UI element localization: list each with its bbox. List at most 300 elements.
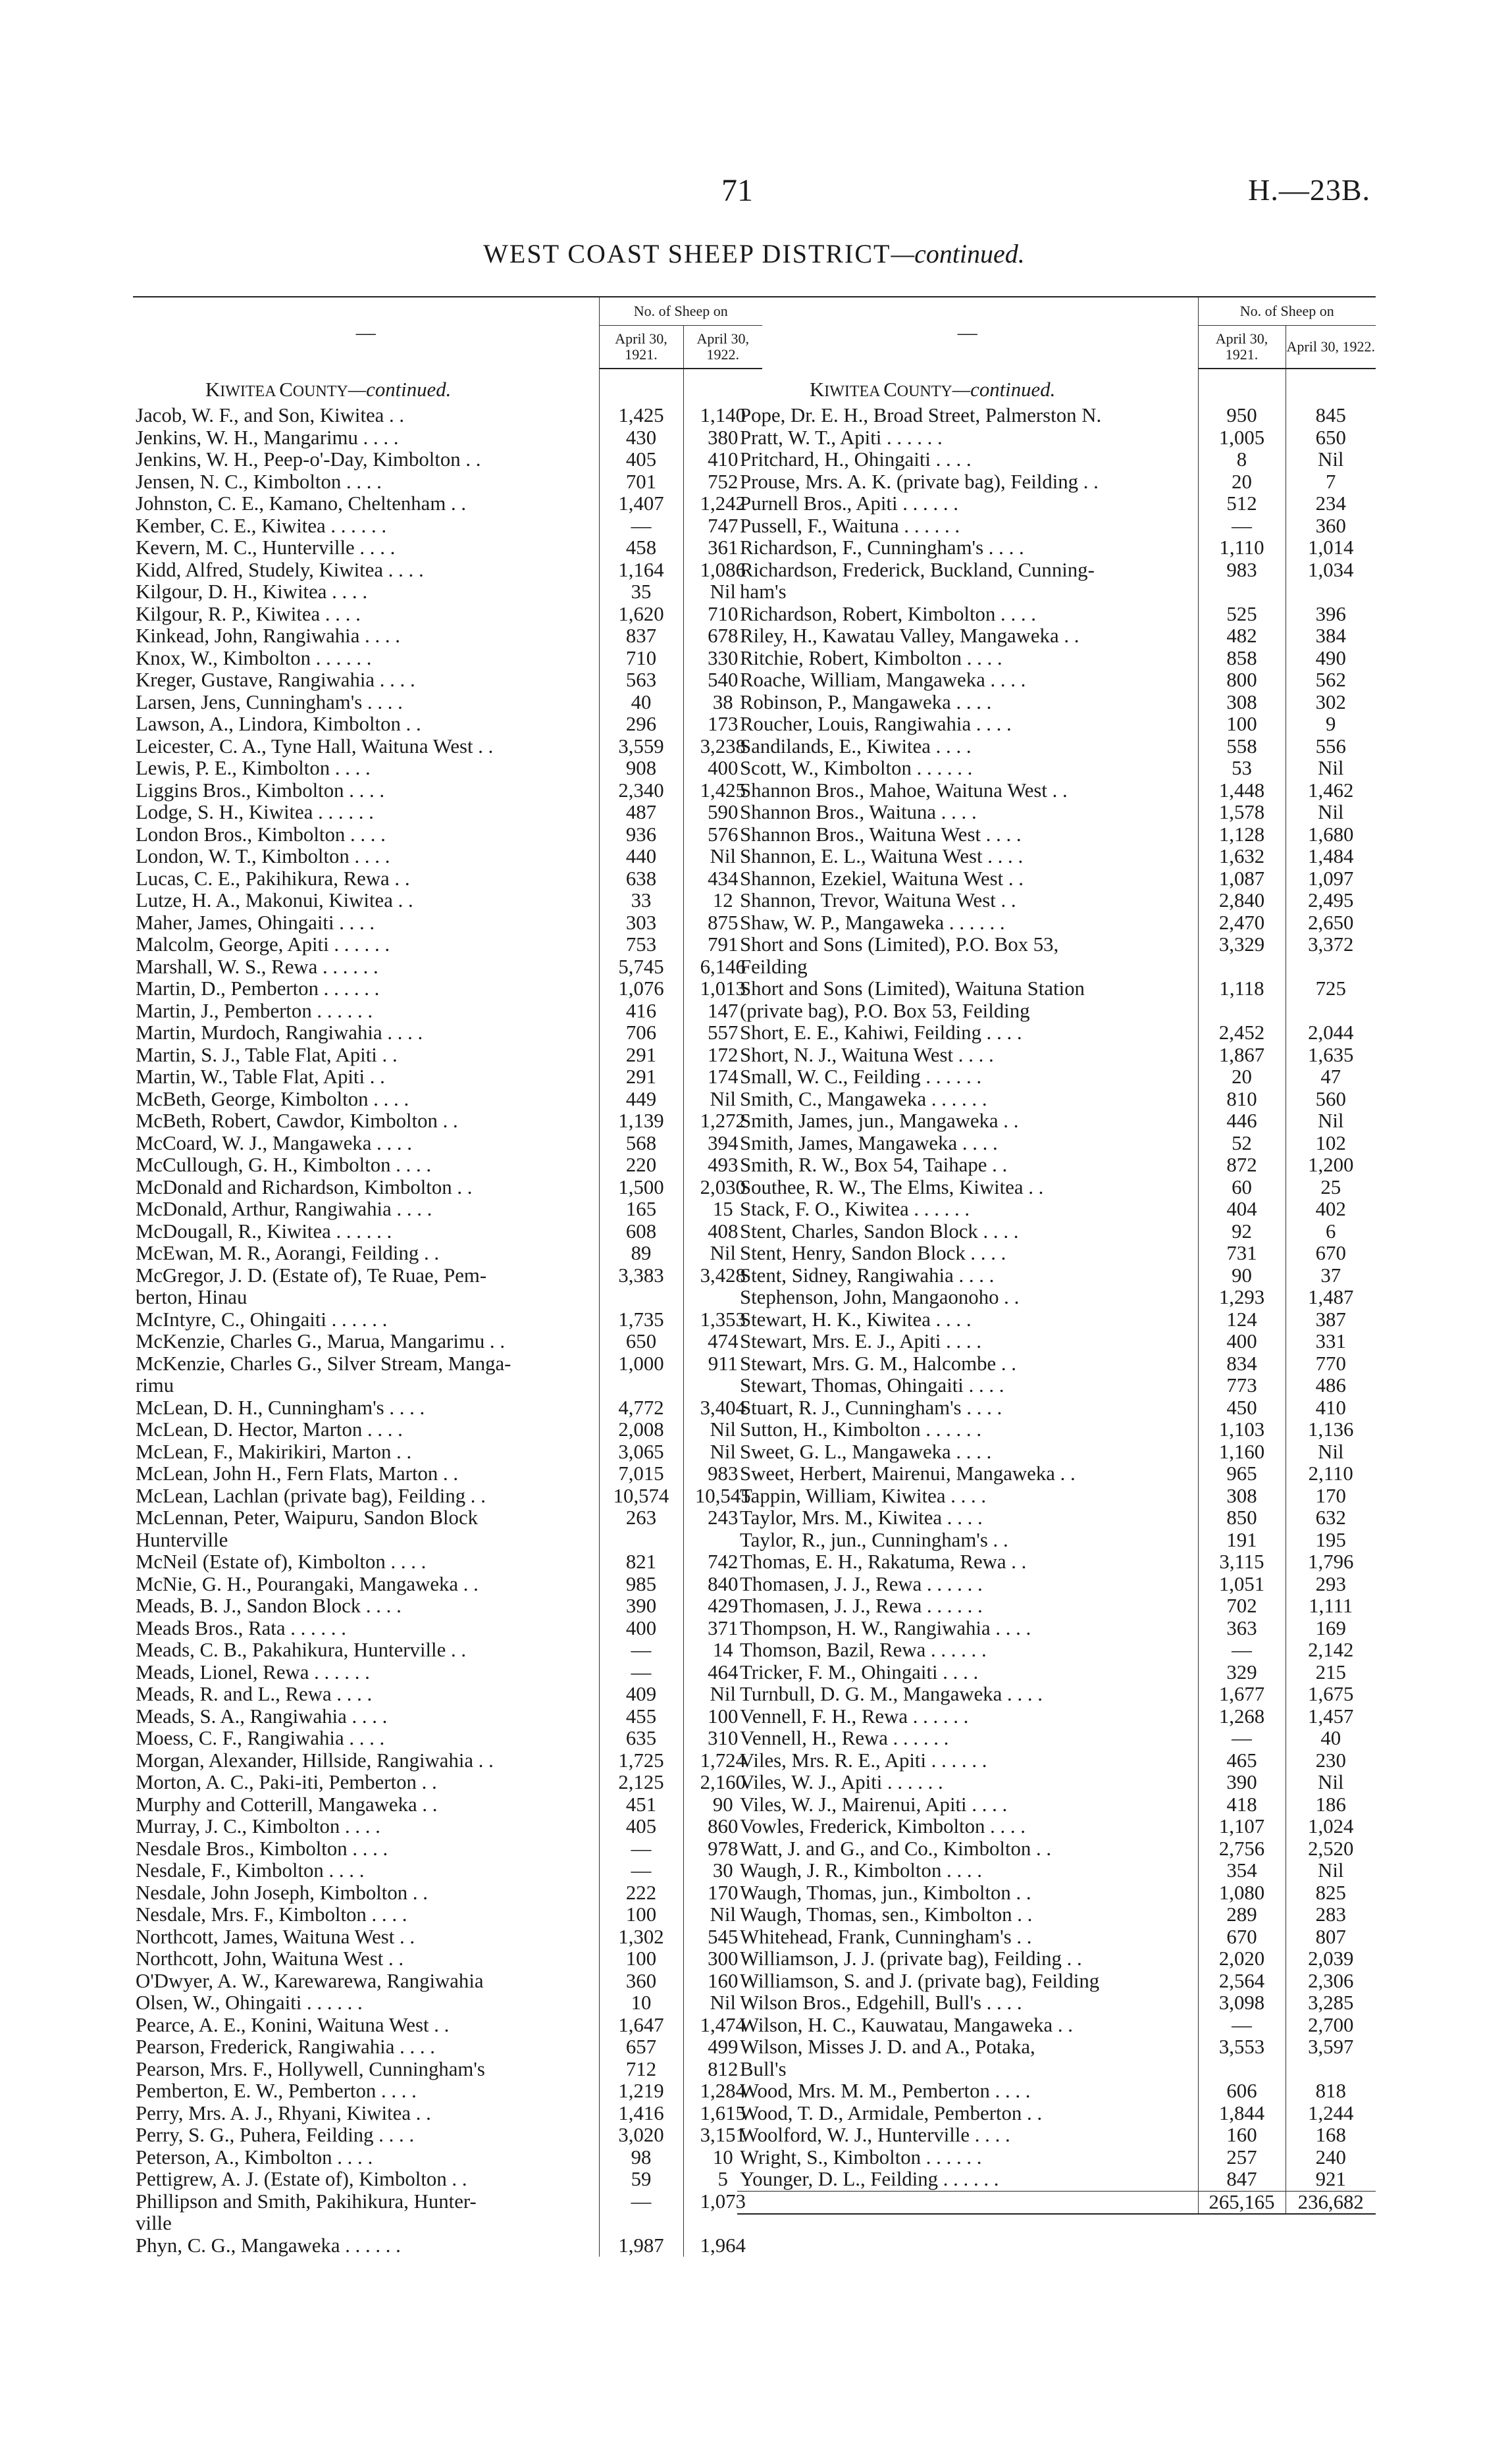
- sheep-1921-cell: 1,103: [1198, 1419, 1286, 1441]
- owner-cell: Stewart, Mrs. E. J., Apiti . . . .: [740, 1331, 981, 1352]
- table-row: [133, 1089, 762, 1111]
- table-row: [133, 581, 762, 603]
- owner-cell: Whitehead, Frank, Cunningham's . .: [740, 1926, 1032, 1948]
- sheep-1922-cell: 410: [1286, 1397, 1376, 1420]
- name-header-dash: —: [957, 322, 977, 344]
- owner-cell: Kidd, Alfred, Studely, Kiwitea . . . .: [136, 559, 424, 581]
- sheep-1922-cell: 1,272: [683, 1110, 762, 1133]
- owner-cell: Small, W. C., Feilding . . . . . .: [740, 1066, 982, 1088]
- table-row: [737, 846, 1376, 868]
- table-row: [133, 890, 762, 912]
- owner-cell: Short, N. J., Waituna West . . . .: [740, 1044, 994, 1066]
- sheep-1921-cell: 810: [1198, 1089, 1286, 1111]
- table-row: [133, 1772, 762, 1794]
- section-heading-b: IWITEA: [824, 383, 884, 400]
- table-row: [737, 1066, 1376, 1089]
- table-row: [133, 515, 762, 538]
- table-row: [737, 824, 1376, 846]
- table-row: [737, 978, 1376, 1000]
- owner-cell: Pearson, Mrs. F., Hollywell, Cunningham's: [136, 2058, 485, 2080]
- sheep-1921-cell: 2,008: [599, 1419, 683, 1441]
- sheep-1922-cell: 807: [1286, 1926, 1376, 1949]
- sheep-1922-cell: 818: [1286, 2080, 1376, 2103]
- owner-cell: Smith, C., Mangaweka . . . . . .: [740, 1088, 987, 1110]
- sheep-1922-cell: 1,615: [683, 2103, 762, 2125]
- owner-cell: Riley, H., Kawatau Valley, Mangaweka . .: [740, 625, 1079, 647]
- section-heading-row: [737, 369, 1376, 405]
- sheep-1921-cell: [599, 1529, 683, 1552]
- table-row: [133, 1860, 762, 1882]
- sheep-1921-cell: 1,407: [599, 493, 683, 515]
- sheep-1921-cell: 2,020: [1198, 1948, 1286, 1970]
- sheep-1921-cell: 5,745: [599, 956, 683, 979]
- sheep-1922-cell: 384: [1286, 625, 1376, 648]
- table-row: [737, 2059, 1376, 2081]
- sheep-table-right: [737, 296, 1376, 2215]
- owner-cell: Shannon, E. L., Waituna West . . . .: [740, 846, 1024, 867]
- owner-cell: Lodge, S. H., Kiwitea . . . . . .: [136, 802, 374, 823]
- owner-cell: Vennell, H., Rewa . . . . . .: [740, 1728, 949, 1749]
- sheep-1921-cell: —: [1198, 1639, 1286, 1662]
- sheep-1921-cell: 858: [1198, 648, 1286, 670]
- total-1921-cell: 265,165: [1198, 2191, 1286, 2214]
- owner-cell: Meads Bros., Rata . . . . . .: [136, 1617, 346, 1639]
- sheep-1921-cell: 35: [599, 581, 683, 603]
- table-row: [133, 1574, 762, 1596]
- sheep-1922-cell: 1,034: [1286, 559, 1376, 582]
- sheep-1922-cell: 2,306: [1286, 1970, 1376, 1993]
- sheep-1922-cell: 10: [683, 2147, 762, 2169]
- sheep-1921-cell: —: [599, 2191, 683, 2213]
- sheep-1922-cell: 921: [1286, 2169, 1376, 2191]
- sheep-1921-cell: 60: [1198, 1177, 1286, 1199]
- sheep-1921-cell: 1,110: [1198, 537, 1286, 559]
- section-blank: [1198, 369, 1286, 405]
- sheep-1922-cell: 747: [683, 515, 762, 538]
- table-row: [133, 1794, 762, 1816]
- table-row: [133, 956, 762, 979]
- owner-cell: O'Dwyer, A. W., Karewarewa, Rangiwahia: [136, 1970, 484, 1992]
- sheep-1921-cell: 3,020: [599, 2124, 683, 2147]
- sheep-1921-cell: 731: [1198, 1243, 1286, 1265]
- owner-cell: Thomson, Bazil, Rewa . . . . . .: [740, 1639, 987, 1661]
- sheep-1922-cell: 632: [1286, 1507, 1376, 1529]
- sheep-1921-cell: 59: [599, 2169, 683, 2191]
- table-row: [737, 1022, 1376, 1044]
- sheep-1922-cell: 576: [683, 824, 762, 846]
- sheep-1922-cell: 9: [1286, 713, 1376, 736]
- sheep-1921-cell: 1,128: [1198, 824, 1286, 846]
- table-row: [737, 1926, 1376, 1949]
- sheep-1921-cell: —: [599, 1662, 683, 1684]
- owner-cell: Richardson, Robert, Kimbolton . . . .: [740, 603, 1036, 625]
- table-row: [737, 1044, 1376, 1067]
- sheep-1921-cell: 701: [599, 471, 683, 494]
- table-row: [737, 1574, 1376, 1596]
- sheep-1922-cell: 556: [1286, 736, 1376, 758]
- sheep-1922-cell: 562: [1286, 669, 1376, 692]
- sheep-1921-cell: 3,115: [1198, 1551, 1286, 1574]
- sheep-1922-cell: 2,110: [1286, 1463, 1376, 1485]
- sheep-1921-cell: 512: [1198, 493, 1286, 515]
- owner-cell: Williamson, J. J. (private bag), Feilding . .: [740, 1948, 1082, 1970]
- table-row: [133, 934, 762, 956]
- owner-cell: berton, Hinau: [136, 1287, 247, 1308]
- owner-cell: Pearce, A. E., Konini, Waituna West . .: [136, 2014, 450, 2036]
- owner-cell: Short, E. E., Kahiwi, Feilding . . . .: [740, 1022, 1022, 1044]
- sheep-1922-cell: 243: [683, 1507, 762, 1529]
- sheep-1921-cell: 165: [599, 1198, 683, 1221]
- table-row: [133, 1838, 762, 1861]
- table-row: [133, 802, 762, 824]
- sheep-1922-cell: 3,151: [683, 2124, 762, 2147]
- sheep-1921-cell: 400: [1198, 1331, 1286, 1353]
- table-row: [133, 1639, 762, 1662]
- owner-cell: Meads, S. A., Rangiwahia . . . .: [136, 1705, 388, 1728]
- table-row: [133, 824, 762, 846]
- name-header: [133, 297, 599, 369]
- sheep-1921-cell: 638: [599, 868, 683, 890]
- sheep-1921-cell: 2,564: [1198, 1970, 1286, 1993]
- sheep-1922-cell: 5: [683, 2169, 762, 2191]
- table-row: [737, 1309, 1376, 1331]
- sheep-1922-cell: 1,200: [1286, 1154, 1376, 1177]
- sheep-1922-cell: 331: [1286, 1331, 1376, 1353]
- table-row: [133, 1926, 762, 1949]
- sheep-1921-cell: 773: [1198, 1375, 1286, 1397]
- name-header: [737, 297, 1198, 369]
- table-row: [133, 603, 762, 626]
- sheep-1922-cell: 170: [1286, 1485, 1376, 1508]
- sheep-1921-cell: 20: [1198, 1066, 1286, 1089]
- table-row: [133, 1463, 762, 1485]
- sheep-1922-cell: 47: [1286, 1066, 1376, 1089]
- table-row: [737, 1948, 1376, 1970]
- sheep-1922-cell: 302: [1286, 692, 1376, 714]
- sheep-1922-cell: 37: [1286, 1265, 1376, 1287]
- owner-cell: Kilgour, D. H., Kiwitea . . . .: [136, 581, 368, 603]
- sheep-1922-cell: 860: [683, 1816, 762, 1838]
- sheep-1921-cell: 124: [1198, 1309, 1286, 1331]
- owner-cell: Lewis, P. E., Kimbolton . . . .: [136, 757, 371, 779]
- table-row: [737, 1221, 1376, 1243]
- sheep-1921-cell: 1,160: [1198, 1441, 1286, 1464]
- sheep-1922-cell: 3,404: [683, 1397, 762, 1420]
- sheep-1922-cell: 3,597: [1286, 2036, 1376, 2059]
- owner-cell: Jenkins, W. H., Peep-o'-Day, Kimbolton . .: [136, 449, 481, 471]
- sheep-1921-cell: 1,293: [1198, 1287, 1286, 1309]
- sheep-1921-cell: 1,268: [1198, 1706, 1286, 1728]
- sheep-1921-cell: [1198, 581, 1286, 603]
- sheep-1922-cell: 493: [683, 1154, 762, 1177]
- owner-cell: Kilgour, R. P., Kiwitea . . . .: [136, 603, 361, 625]
- sheep-1922-cell: 670: [1286, 1243, 1376, 1265]
- sheep-1922-cell: [1286, 581, 1376, 603]
- table-row: [133, 1662, 762, 1684]
- table-row: [133, 1816, 762, 1838]
- table-row: [133, 1992, 762, 2015]
- sheep-1921-cell: 296: [599, 713, 683, 736]
- sheep-1921-cell: —: [599, 1639, 683, 1662]
- owner-cell: Murphy and Cotterill, Mangaweka . .: [136, 1793, 438, 1816]
- owner-cell: McKenzie, Charles G., Silver Stream, Manga-: [136, 1352, 511, 1375]
- section-heading-b: IWITEA: [220, 383, 280, 400]
- owner-cell: Wilson, H. C., Kauwatau, Mangaweka . .: [740, 2014, 1073, 2036]
- owner-cell: Waugh, Thomas, sen., Kimbolton . .: [740, 1904, 1033, 1926]
- owner-cell: Turnbull, D. G. M., Mangaweka . . . .: [740, 1683, 1043, 1705]
- table-row: [133, 1221, 762, 1243]
- sheep-1922-cell: 2,495: [1286, 890, 1376, 912]
- owner-cell: Shaw, W. P., Mangaweka . . . . . .: [740, 911, 1005, 934]
- total-1922-cell: 236,682: [1286, 2191, 1376, 2214]
- sheep-1922-cell: 380: [683, 427, 762, 449]
- sheep-1922-cell: 1,425: [683, 780, 762, 802]
- sheep-1921-cell: 710: [599, 648, 683, 670]
- table-row: [133, 2147, 762, 2169]
- owner-cell: Short and Sons (Limited), Waituna Station: [740, 978, 1085, 1000]
- sheep-1921-cell: 850: [1198, 1507, 1286, 1529]
- owner-cell: McLean, John H., Fern Flats, Marton . .: [136, 1463, 459, 1485]
- table-row: [133, 1198, 762, 1221]
- table-row: [133, 1331, 762, 1353]
- sheep-1922-cell: 186: [1286, 1794, 1376, 1816]
- sheep-1922-cell: 1,244: [1286, 2103, 1376, 2125]
- owner-cell: Hunterville: [136, 1529, 228, 1551]
- sheep-1921-cell: 455: [599, 1706, 683, 1728]
- table-row: [737, 1618, 1376, 1640]
- owner-cell: Maher, James, Ohingaiti . . . .: [136, 911, 375, 934]
- table-row: [737, 1507, 1376, 1529]
- owner-cell: Jacob, W. F., and Son, Kiwitea . .: [136, 405, 405, 426]
- owner-cell: McBeth, George, Kimbolton . . . .: [136, 1088, 409, 1110]
- table-row: [133, 2080, 762, 2103]
- table-row: [133, 1265, 762, 1287]
- table-row: [133, 2191, 762, 2213]
- sheep-1922-cell: 474: [683, 1331, 762, 1353]
- sheep-1921-cell: 1,164: [599, 559, 683, 582]
- sheep-1922-cell: 1,136: [1286, 1419, 1376, 1441]
- sheep-1921-cell: 289: [1198, 1904, 1286, 1926]
- sheep-1922-cell: 770: [1286, 1353, 1376, 1375]
- sheep-1921-cell: [1198, 2059, 1286, 2081]
- owner-cell: Nesdale, F., Kimbolton . . . .: [136, 1860, 365, 1882]
- sheep-1921-cell: 2,756: [1198, 1838, 1286, 1861]
- sheep-1922-cell: 3,238: [683, 736, 762, 758]
- table-row: [133, 2103, 762, 2125]
- section-heading: [737, 369, 1198, 405]
- owner-cell: Wright, S., Kimbolton . . . . . .: [740, 2146, 982, 2169]
- sheep-1921-cell: 712: [599, 2059, 683, 2081]
- owner-cell: Viles, Mrs. R. E., Apiti . . . . . .: [740, 1749, 987, 1772]
- owner-cell: Thomas, E. H., Rakatuma, Rewa . .: [740, 1551, 1027, 1573]
- sheep-1921-cell: 89: [599, 1243, 683, 1265]
- table-row: [737, 802, 1376, 824]
- sheep-1922-cell: 293: [1286, 1574, 1376, 1596]
- sheep-1922-cell: 1,014: [1286, 537, 1376, 559]
- table-row: [737, 1397, 1376, 1420]
- sheep-1922-cell: 408: [683, 1221, 762, 1243]
- sheep-1921-cell: 8: [1198, 449, 1286, 471]
- sheep-1922-cell: 499: [683, 2036, 762, 2059]
- owner-cell: Wilson Bros., Edgehill, Bull's . . . .: [740, 1992, 1022, 2014]
- table-row: [737, 493, 1376, 515]
- owner-cell: Southee, R. W., The Elms, Kiwitea . .: [740, 1176, 1044, 1198]
- sheep-1921-cell: —: [1198, 2015, 1286, 2037]
- sheep-1921-cell: 1,219: [599, 2080, 683, 2103]
- sheep-1922-cell: 38: [683, 692, 762, 714]
- table-row: [133, 1904, 762, 1926]
- table-row: [737, 2169, 1376, 2191]
- sheep-1921-cell: 10,574: [599, 1485, 683, 1508]
- section-heading-c: C: [883, 378, 897, 401]
- sheep-1921-cell: 1,302: [599, 1926, 683, 1949]
- table-row: [133, 713, 762, 736]
- sheep-1922-cell: [1286, 956, 1376, 979]
- owner-cell: Martin, S. J., Table Flat, Apiti . .: [136, 1044, 398, 1066]
- sheep-1922-cell: 174: [683, 1066, 762, 1089]
- sheep-1921-cell: 360: [599, 1970, 683, 1993]
- sheep-1921-cell: 872: [1198, 1154, 1286, 1177]
- owner-cell: Meads, C. B., Pakahikura, Hunterville . .: [136, 1639, 467, 1661]
- table-row: [133, 1022, 762, 1044]
- table-row: [133, 2235, 762, 2257]
- table-row: [737, 2147, 1376, 2169]
- sheep-1922-cell: 2,160: [683, 1772, 762, 1794]
- sheep-1921-cell: 2,125: [599, 1772, 683, 1794]
- owner-cell: ham's: [740, 581, 787, 603]
- owner-cell: Northcott, John, Waituna West . .: [136, 1948, 404, 1970]
- owner-cell: Robinson, P., Mangaweka . . . .: [740, 691, 992, 713]
- owner-cell: Woolford, W. J., Hunterville . . . .: [740, 2124, 1010, 2146]
- owner-cell: Ritchie, Robert, Kimbolton . . . .: [740, 647, 1002, 669]
- sheep-1921-cell: —: [1198, 1728, 1286, 1750]
- sheep-1922-cell: 560: [1286, 1089, 1376, 1111]
- table-row: [133, 1110, 762, 1133]
- table-row: [737, 2124, 1376, 2147]
- table-row: [133, 846, 762, 868]
- table-row: [737, 625, 1376, 648]
- table-row: [133, 1595, 762, 1618]
- table-row: [133, 625, 762, 648]
- right-column: [737, 296, 1376, 2215]
- right-table-body: [737, 369, 1376, 2214]
- sheep-1922-cell: 1,484: [1286, 846, 1376, 868]
- sheep-1922-cell: 1,013: [683, 978, 762, 1000]
- sheep-1921-cell: 458: [599, 537, 683, 559]
- sheep-1922-cell: Nil: [1286, 1772, 1376, 1794]
- table-row: [133, 1750, 762, 1772]
- sheep-1921-cell: 482: [1198, 625, 1286, 648]
- table-row: [737, 471, 1376, 494]
- table-row: [133, 868, 762, 890]
- owner-cell: McKenzie, Charles G., Marua, Mangarimu . .: [136, 1331, 506, 1352]
- owner-cell: Short and Sons (Limited), P.O. Box 53,: [740, 934, 1059, 956]
- sheep-1922-cell: 1,353: [683, 1309, 762, 1331]
- sheep-1921-cell: 950: [1198, 405, 1286, 427]
- sheep-1921-cell: —: [599, 1838, 683, 1861]
- sheep-1921-cell: 400: [599, 1618, 683, 1640]
- sheep-group-header: No. of Sheep on: [1198, 297, 1376, 326]
- sheep-1921-cell: 1,076: [599, 978, 683, 1000]
- sheep-1921-cell: 52: [1198, 1133, 1286, 1155]
- owner-cell: Jenkins, W. H., Mangarimu . . . .: [136, 426, 399, 449]
- owner-cell: Perry, Mrs. A. J., Rhyani, Kiwitea . .: [136, 2102, 431, 2124]
- owner-cell: Lucas, C. E., Pakihikura, Rewa . .: [136, 867, 410, 890]
- owner-cell: Moess, C. F., Rangiwahia . . . .: [136, 1728, 385, 1749]
- table-row: [133, 736, 762, 758]
- sheep-1921-cell: 2,470: [1198, 912, 1286, 935]
- sheep-1921-cell: 416: [599, 1000, 683, 1023]
- sheep-1922-cell: 147: [683, 1000, 762, 1023]
- sheep-1922-cell: 1,073: [683, 2191, 762, 2213]
- owner-cell: McCoard, W. J., Mangaweka . . . .: [136, 1132, 412, 1154]
- sheep-1921-cell: 1,051: [1198, 1574, 1286, 1596]
- sheep-1921-cell: 100: [599, 1948, 683, 1970]
- owner-cell: Pearson, Frederick, Rangiwahia . . . .: [136, 2036, 435, 2058]
- table-row: [737, 1551, 1376, 1574]
- sheep-1922-cell: 102: [1286, 1133, 1376, 1155]
- owner-cell: McGregor, J. D. (Estate of), Te Ruae, Pem-: [136, 1264, 487, 1287]
- sheep-1922-cell: 840: [683, 1574, 762, 1596]
- owner-cell: Murray, J. C., Kimbolton . . . .: [136, 1816, 380, 1837]
- owner-cell: Taylor, Mrs. M., Kiwitea . . . .: [740, 1507, 983, 1529]
- table-row: [737, 1904, 1376, 1926]
- left-table-body: [133, 369, 762, 2257]
- sheep-1921-cell: 20: [1198, 471, 1286, 494]
- table-row: [737, 559, 1376, 582]
- sheep-1922-cell: 557: [683, 1022, 762, 1044]
- table-row: [133, 1133, 762, 1155]
- sheep-1922-cell: 396: [1286, 603, 1376, 626]
- sheep-1922-cell: 1,964: [683, 2235, 762, 2257]
- sheep-1921-cell: 525: [1198, 603, 1286, 626]
- sheep-1922-cell: 1,111: [1286, 1595, 1376, 1618]
- sheep-1921-cell: 449: [599, 1089, 683, 1111]
- sheep-1922-cell: 710: [683, 603, 762, 626]
- sheep-1921-cell: 1,844: [1198, 2103, 1286, 2125]
- owner-cell: Northcott, James, Waituna West . .: [136, 1926, 415, 1948]
- sheep-1922-cell: 983: [683, 1463, 762, 1485]
- table-row: [133, 1177, 762, 1199]
- table-row: [737, 1639, 1376, 1662]
- table-row: [737, 669, 1376, 692]
- table-row: [133, 2213, 762, 2235]
- table-row: [133, 1882, 762, 1905]
- sheep-1922-cell: 464: [683, 1662, 762, 1684]
- sheep-1922-cell: 360: [1286, 515, 1376, 538]
- owner-cell: Wood, Mrs. M. M., Pemberton . . . .: [740, 2080, 1031, 2102]
- sheep-1922-cell: 410: [683, 449, 762, 471]
- owner-cell: McLean, Lachlan (private bag), Feilding . .: [136, 1485, 486, 1507]
- sheep-1922-cell: 1,487: [1286, 1287, 1376, 1309]
- sheep-1922-cell: 911: [683, 1353, 762, 1375]
- owner-cell: (private bag), P.O. Box 53, Feilding: [740, 1000, 1030, 1022]
- owner-cell: Pemberton, E. W., Pemberton . . . .: [136, 2080, 417, 2102]
- sheep-1921-cell: 409: [599, 1683, 683, 1706]
- owner-cell: Wilson, Misses J. D. and A., Potaka,: [740, 2036, 1035, 2058]
- table-row: [133, 449, 762, 471]
- sheep-1922-cell: 1,086: [683, 559, 762, 582]
- owner-cell: Meads, Lionel, Rewa . . . . . .: [136, 1661, 370, 1683]
- owner-cell: Leicester, C. A., Tyne Hall, Waituna West . .: [136, 735, 494, 757]
- sheep-1921-cell: 1,632: [1198, 846, 1286, 868]
- owner-cell: Stewart, H. K., Kiwitea . . . .: [740, 1308, 972, 1331]
- table-row: [133, 1309, 762, 1331]
- sheep-1921-cell: 1,500: [599, 1177, 683, 1199]
- table-row: [737, 581, 1376, 603]
- owner-cell: Martin, W., Table Flat, Apiti . .: [136, 1066, 385, 1088]
- owner-cell: Stewart, Thomas, Ohingaiti . . . .: [740, 1375, 1004, 1397]
